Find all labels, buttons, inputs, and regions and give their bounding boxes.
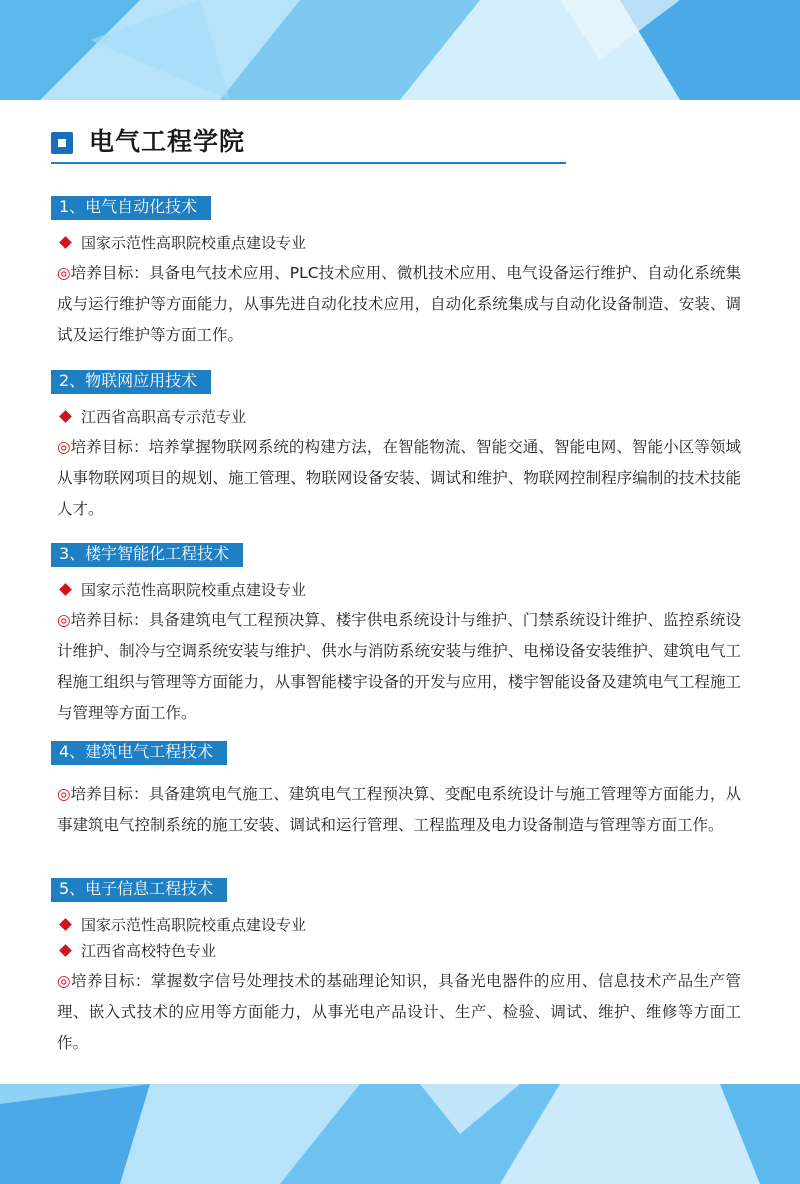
section-3 bbox=[51, 543, 741, 729]
goal-text: 培养目标：培养掌握物联网系统的构建方法，在智能物流、智能交通、智能电网、智能小区等领域从事物联网项目的规划、施工管理、物联网设备安装、调试和维护、物联网控制程序编制的技术技能人才。 bbox=[57, 438, 741, 518]
goal-text: 培养目标：具备建筑电气工程预决算、楼宇供电系统设计与维护、门禁系统设计维护、监控系统设计维护、制冷与空调系统安装与维护、供水与消防系统安装与维护、电梯设备安装维护、建筑电气工程施工组织与管理等方面能力，从事智能楼宇设备的开发与应用，楼宇智能设备及建筑电气工程施工与管理等方面工作。 bbox=[57, 611, 741, 722]
double-circle-icon: ◎ bbox=[57, 264, 71, 282]
red-diamond-icon bbox=[59, 918, 72, 931]
section-5 bbox=[51, 878, 741, 1059]
section-title-bar bbox=[51, 196, 211, 220]
top-decorative-band bbox=[0, 0, 800, 100]
bullet-text: 国家示范性高职院校重点建设专业 bbox=[81, 916, 307, 934]
double-circle-icon: ◎ bbox=[57, 611, 71, 629]
section-title-bar bbox=[51, 370, 211, 394]
bullet-text: 江西省高职高专示范专业 bbox=[81, 408, 247, 426]
section-title-bar bbox=[51, 878, 227, 902]
double-circle-icon: ◎ bbox=[57, 785, 71, 803]
bullet-item bbox=[51, 914, 741, 936]
bullet-text: 江西省高校特色专业 bbox=[81, 942, 217, 960]
bullet-item bbox=[51, 940, 741, 962]
section-title: 4、建筑电气工程技术 bbox=[51, 741, 227, 763]
red-diamond-icon bbox=[59, 410, 72, 423]
section-4 bbox=[51, 741, 741, 841]
section-title-bar bbox=[51, 543, 243, 567]
bullet-text: 国家示范性高职院校重点建设专业 bbox=[81, 234, 307, 252]
bullet-text: 国家示范性高职院校重点建设专业 bbox=[81, 581, 307, 599]
red-diamond-icon bbox=[59, 583, 72, 596]
section-title: 2、物联网应用技术 bbox=[51, 370, 211, 392]
page-heading bbox=[51, 124, 566, 164]
section-title: 5、电子信息工程技术 bbox=[51, 878, 227, 900]
double-circle-icon: ◎ bbox=[57, 438, 71, 456]
goal-text: 培养目标：具备建筑电气施工、建筑电气工程预决算、变配电系统设计与施工管理等方面能力，从事建筑电气控制系统的施工安装、调试和运行管理、工程监理及电力设备制造与管理等方面工作。 bbox=[57, 785, 741, 834]
section-1 bbox=[51, 196, 741, 351]
goal-text: 培养目标：掌握数字信号处理技术的基础理论知识，具备光电器件的应用、信息技术产品生产管理、嵌入式技术的应用等方面能力，从事光电产品设计、生产、检验、调试、维护、维修等方面工作。 bbox=[57, 972, 741, 1052]
goal-paragraph bbox=[51, 966, 741, 1059]
bullet-item bbox=[51, 579, 741, 601]
section-title: 3、楼宇智能化工程技术 bbox=[51, 543, 243, 565]
goal-paragraph bbox=[51, 258, 741, 351]
section-2 bbox=[51, 370, 741, 525]
section-title: 1、电气自动化技术 bbox=[51, 196, 211, 218]
goal-paragraph bbox=[51, 432, 741, 525]
section-title-bar bbox=[51, 741, 227, 765]
double-circle-icon: ◎ bbox=[57, 972, 71, 990]
goal-text: 培养目标：具备电气技术应用、PLC技术应用、微机技术应用、电气设备运行维护、自动化系统集成与运行维护等方面能力，从事先进自动化技术应用，自动化系统集成与自动化设备制造、安装、调试及运行维护等方面工作。 bbox=[57, 264, 741, 344]
bullet-item bbox=[51, 406, 741, 428]
goal-paragraph bbox=[51, 779, 741, 841]
red-diamond-icon bbox=[59, 236, 72, 249]
square-bullet-icon bbox=[51, 132, 73, 154]
red-diamond-icon bbox=[59, 944, 72, 957]
bottom-decorative-band bbox=[0, 1084, 800, 1184]
page-title: 电气工程学院 bbox=[89, 127, 246, 156]
bullet-item bbox=[51, 232, 741, 254]
goal-paragraph bbox=[51, 605, 741, 729]
